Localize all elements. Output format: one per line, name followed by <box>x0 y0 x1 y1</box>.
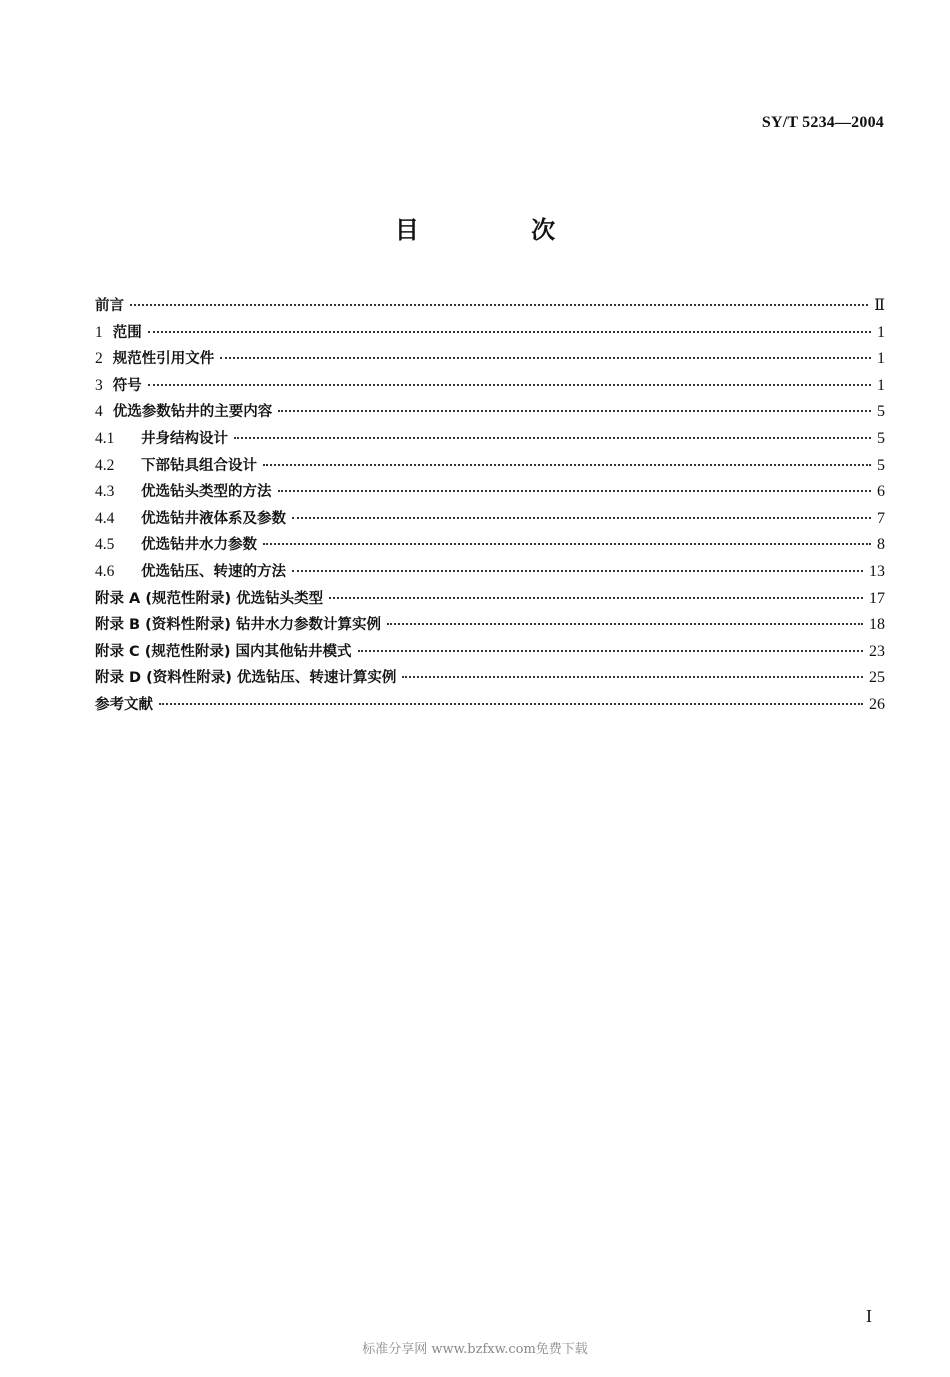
toc-entry-number: 4.1 <box>95 429 115 447</box>
toc-entry-page: 6 <box>877 483 885 501</box>
dot-leader <box>148 384 871 386</box>
toc-entry-label: 规范性引用文件 <box>112 351 215 368</box>
toc-entry-page: 5 <box>877 403 885 421</box>
toc-entry-annex-d[interactable] <box>95 666 885 693</box>
toc-entry-label: 附录 A (规范性附录) 优选钻头类型 <box>95 590 324 607</box>
toc-entry-label: 优选钻井液体系及参数 <box>141 510 286 527</box>
toc-entry-label: 优选钻头类型的方法 <box>141 484 272 501</box>
toc-entry-4-6[interactable] <box>95 560 885 587</box>
toc-entry-number: 3 <box>95 376 103 394</box>
toc-entry-4-4[interactable] <box>95 507 885 534</box>
dot-leader <box>148 331 871 333</box>
toc-entry-page: 1 <box>877 323 885 341</box>
toc-entry-number: 4.6 <box>95 562 115 580</box>
toc-entry-label: 符号 <box>112 377 142 394</box>
dot-leader <box>278 490 872 492</box>
toc-entry-4-2[interactable] <box>95 454 885 481</box>
toc-entry-page: 13 <box>869 562 885 580</box>
toc-entry-2[interactable] <box>95 347 885 374</box>
toc-entry-label: 井身结构设计 <box>141 430 228 447</box>
toc-entry-page: 7 <box>877 509 885 527</box>
toc-entry-label: 附录 B (资料性附录) 钻井水力参数计算实例 <box>95 617 381 634</box>
toc-entry-bibliography[interactable] <box>95 693 885 720</box>
toc-entry-3[interactable] <box>95 374 885 401</box>
toc-entry-page: Ⅱ <box>874 297 885 314</box>
toc-entry-4-3[interactable] <box>95 480 885 507</box>
toc-entry-label: 附录 D (资料性附录) 优选钻压、转速计算实例 <box>95 670 397 687</box>
dot-leader <box>159 703 863 705</box>
table-of-contents <box>95 294 885 720</box>
toc-entry-label: 优选钻井水力参数 <box>141 537 257 554</box>
toc-entry-page: 18 <box>869 616 885 634</box>
toc-entry-label: 范围 <box>112 324 142 341</box>
dot-leader <box>234 437 871 439</box>
dot-leader <box>220 357 871 359</box>
toc-entry-number: 2 <box>95 350 103 368</box>
toc-entry-number: 1 <box>95 323 103 341</box>
toc-entry-label: 附录 C (规范性附录) 国内其他钻井模式 <box>95 643 352 660</box>
dot-leader <box>402 676 863 678</box>
toc-entry-page: 17 <box>869 589 885 607</box>
toc-entry-label: 前言 <box>95 298 124 314</box>
toc-entry-number: 4.3 <box>95 483 115 501</box>
toc-entry-label: 下部钻具组合设计 <box>141 457 257 474</box>
dot-leader <box>263 543 871 545</box>
toc-entry-page: 1 <box>877 350 885 368</box>
dot-leader <box>387 623 863 625</box>
dot-leader <box>263 464 871 466</box>
toc-entry-annex-b[interactable] <box>95 613 885 640</box>
toc-entry-number: 4 <box>95 403 103 421</box>
toc-entry-page: 1 <box>877 376 885 394</box>
dot-leader <box>292 517 871 519</box>
dot-leader <box>358 650 863 652</box>
toc-entry-annex-c[interactable] <box>95 640 885 667</box>
toc-entry-number: 4.4 <box>95 509 115 527</box>
toc-entry-page: 23 <box>869 642 885 660</box>
toc-entry-number: 4.5 <box>95 536 115 554</box>
toc-entry-number: 4.2 <box>95 456 115 474</box>
dot-leader <box>130 304 868 306</box>
toc-entry-page: 26 <box>869 695 885 713</box>
toc-entry-page: 25 <box>869 669 885 687</box>
toc-entry-label: 参考文献 <box>95 696 153 713</box>
page-number: I <box>866 1306 872 1326</box>
toc-entry-page: 5 <box>877 429 885 447</box>
watermark: 标准分享网 www.bzfxw.com免费下载 <box>362 1342 588 1357</box>
toc-entry-label: 优选钻压、转速的方法 <box>141 563 286 580</box>
toc-entry-4[interactable] <box>95 400 885 427</box>
toc-entry-4-5[interactable] <box>95 533 885 560</box>
toc-title: 目 次 <box>394 216 608 244</box>
toc-entry-1[interactable] <box>95 321 885 348</box>
toc-entry-page: 8 <box>877 536 885 554</box>
dot-leader <box>278 410 871 412</box>
dot-leader <box>292 570 863 572</box>
toc-entry-annex-a[interactable] <box>95 587 885 614</box>
dot-leader <box>329 597 863 599</box>
toc-entry-label: 优选参数钻井的主要内容 <box>112 404 273 421</box>
toc-entry-page: 5 <box>877 456 885 474</box>
toc-entry-4-1[interactable] <box>95 427 885 454</box>
standard-code: SY/T 5234—2004 <box>761 114 884 131</box>
toc-entry-foreword[interactable] <box>95 294 885 321</box>
